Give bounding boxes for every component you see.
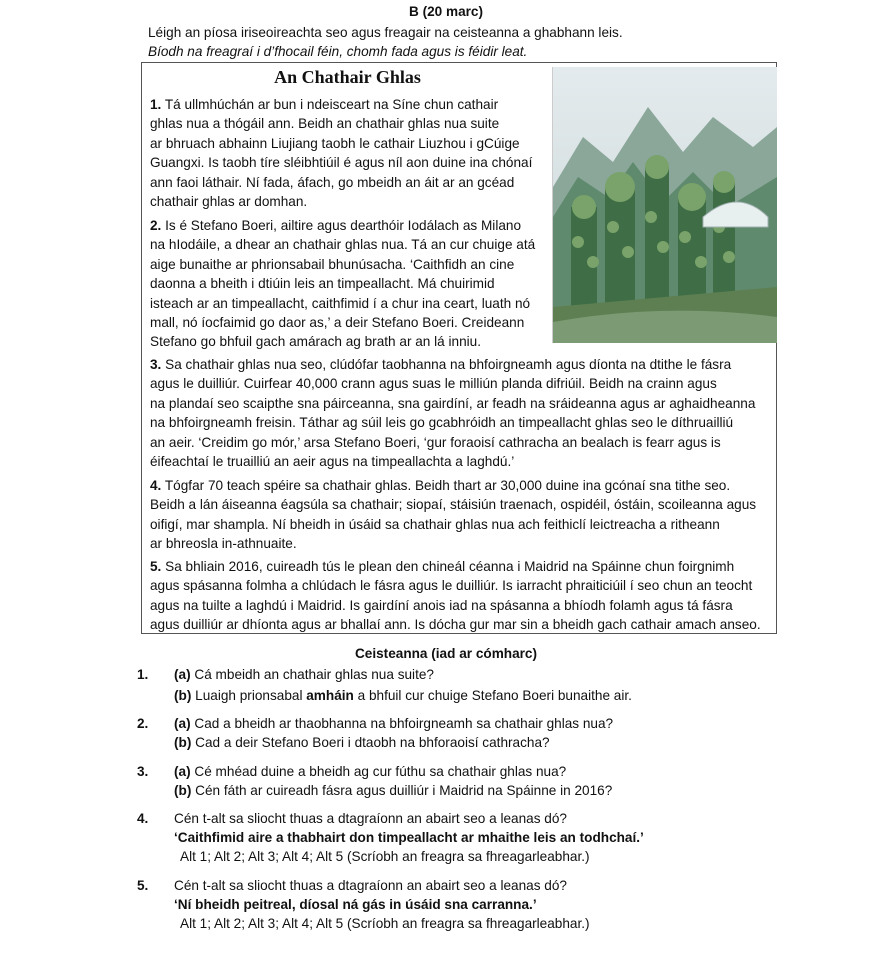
question-3b: (b) Cén fáth ar cuireadh fásra agus duilliúr i Maidrid na Spáinne in 2016? <box>174 783 613 798</box>
question-4-options: Alt 1; Alt 2; Alt 3; Alt 4; Alt 5 (Scríobh an freagra sa fhreagarleabhar.) <box>180 849 590 864</box>
questions-heading: Ceisteanna (iad ar cómharc) <box>354 646 538 661</box>
question-5-quote: ‘Ní bheidh peitreal, díosal ná gás in úsáid sna carranna.’ <box>174 897 537 912</box>
paragraph-line: mall, nó íocfaimid go daor as,’ a deir Stefano Boeri. Creideann <box>150 315 525 331</box>
question-3a: (a) Cé mhéad duine a bheidh ag cur fúthu sa chathair ghlas nua? <box>174 764 567 779</box>
paragraph-line: na bhfoirgneamh freisin. Táthar ag súil leis go gcabhróidh an timpeallacht ghlas seo le díthruailliú <box>150 415 734 431</box>
paragraph-line: 2. Is é Stefano Boeri, ailtire agus dearthóir Iodálach as Milano <box>150 218 522 233</box>
paragraph-number: 5. <box>150 559 162 574</box>
question-2a: (a) Cad a bheidh ar thaobhanna na bhfoirgneamh sa chathair ghlas nua? <box>174 716 614 731</box>
article-paragraph-3 <box>150 355 755 471</box>
paragraph-number: 4. <box>150 478 162 493</box>
instruction-line-2: Bíodh na freagraí i d’fhocail féin, chomh fada agus is féidir leat. <box>148 44 528 59</box>
paragraph-line: an aeir. ‘Creidim go mór,’ arsa Stefano Boeri, ‘gur foraoisí cathracha an bealach is fearr agus is <box>150 434 721 450</box>
question-1b: (b) Luaigh prionsabal amháin a bhfuil cur chuige Stefano Boeri bunaithe air. <box>174 688 632 703</box>
paragraph-line: 4. Tógfar 70 teach spéire sa chathair ghlas. Beidh thart ar 30,000 duine ina gcónaí sna tithe seo. <box>150 478 731 493</box>
question-number: 4. <box>137 811 149 826</box>
article-paragraph-1 <box>150 95 532 211</box>
article-title: An Chathair Ghlas <box>274 67 421 87</box>
question-5-options: Alt 1; Alt 2; Alt 3; Alt 4; Alt 5 (Scríobh an freagra sa fhreagarleabhar.) <box>180 916 590 931</box>
article-photo <box>552 67 777 343</box>
paragraph-line: éifeachtaí le truailliú an aeir agus na timpeallachta a laghdú.’ <box>150 454 515 470</box>
paragraph-number: 1. <box>150 97 162 112</box>
paragraph-line: ar bhreosla in-athnuaite. <box>150 536 297 552</box>
article-paragraph-4 <box>150 476 756 554</box>
paragraph-line: agus le duilliúr. Cuirfear 40,000 crann agus suas le milliún planda difriúil. Beidh na crainn agus <box>150 376 717 392</box>
question-5-text: Cén t-alt sa sliocht thuas a dtagraíonn an abairt seo a leanas dó? <box>174 878 567 893</box>
question-number: 3. <box>137 764 149 779</box>
paragraph-line: na plandaí seo scaipthe sna páirceanna, sna gairdíní, ar feadh na sráideanna agus ar aghaidheanna <box>150 395 756 411</box>
article-paragraph-5 <box>150 557 761 635</box>
paragraph-line: na hIodáile, a dhear an chathair ghlas nua. Tá an cur chuige atá <box>150 237 536 253</box>
question-2b: (b) Cad a deir Stefano Boeri i dtaobh na bhforaoisí cathracha? <box>174 735 550 750</box>
paragraph-line: Guangxi. Is taobh tíre sléibhtiúil é agus níl aon duine ina chónaí <box>150 155 533 171</box>
paragraph-line: agus na tuilte a laghdú i Maidrid. Is gairdíní anois iad na spásanna a bhíodh folamh agus tá fásra <box>150 597 733 613</box>
paragraph-line: ann faoi láthair. Ní fada, áfach, go mbeidh an áit ar an gcéad <box>150 174 515 190</box>
question-4-text: Cén t-alt sa sliocht thuas a dtagraíonn an abairt seo a leanas dó? <box>174 811 567 826</box>
paragraph-line: 1. Tá ullmhúchán ar bun i ndeisceart na Síne chun cathair <box>150 97 499 112</box>
paragraph-line: oifigí, mar shampla. Ní bheidh in úsáid sa chathair ghlas nua ach feithiclí leictreacha a ritheann <box>150 516 720 532</box>
paragraph-line: ar bhruach abhainn Liujiang taobh le cathair Liuzhou i gCúige <box>150 135 520 151</box>
article-paragraph-2 <box>150 216 535 352</box>
paragraph-line: 3. Sa chathair ghlas nua seo, clúdófar taobhanna na bhfoirgneamh agus díonta na dtithe le fásra <box>150 357 732 372</box>
question-number: 5. <box>137 878 149 893</box>
question-number: 2. <box>137 716 149 731</box>
paragraph-line: Stefano go bhfuil gach amárach ag brath ar an lá inniu. <box>150 334 482 350</box>
paragraph-line: agus spásanna folmha a chlúdach le fásra agus le duilliúr. Is iarracht phraiticiúil í seo chun an teocht <box>150 578 753 594</box>
paragraph-line: ghlas nua a thógáil ann. Beidh an chathair ghlas nua suite <box>150 116 500 132</box>
paragraph-line: chathair ghlas ar domhan. <box>150 194 308 210</box>
paragraph-line: 5. Sa bhliain 2016, cuireadh tús le plean den chineál céanna i Maidrid na Spáinne chun foirgnimh <box>150 559 735 574</box>
part-label: (a) <box>174 667 191 682</box>
question-number: 1. <box>137 667 149 682</box>
part-label: (b) <box>174 688 192 703</box>
instruction-line-1: Léigh an píosa iriseoireachta seo agus freagair na ceisteanna a ghabhann leis. <box>148 25 623 40</box>
paragraph-line: isteach ar an timpeallacht, caithfimid í a chur ina ceart, luath nó <box>150 295 531 311</box>
paragraph-number: 2. <box>150 218 162 233</box>
paragraph-number: 3. <box>150 357 162 372</box>
section-heading: B (20 marc) <box>408 4 484 19</box>
paragraph-line: Beidh a lán áiseanna éagsúla sa chathair; siopaí, stáisiún traenach, ospidéil, óstáin, scoileanna agus <box>150 497 757 513</box>
paragraph-line: aige bunaithe ar phrionsabail bhunúsacha. ‘Caithfidh an cine <box>150 256 515 272</box>
question-1a: (a) Cá mbeidh an chathair ghlas nua suite? <box>174 667 434 682</box>
paragraph-line: daonna a bheith i dtiúin leis an timpeallacht. Má chuirimid <box>150 276 495 292</box>
question-4-quote: ‘Caithfimid aire a thabhairt don timpeallacht ar mhaithe leis an todhchaí.’ <box>174 830 644 845</box>
paragraph-line: agus duilliúr ar dhíonta agus ar bhallaí ann. Is dócha gur mar sin a bheidh gach cathair amach anseo. <box>150 617 761 633</box>
